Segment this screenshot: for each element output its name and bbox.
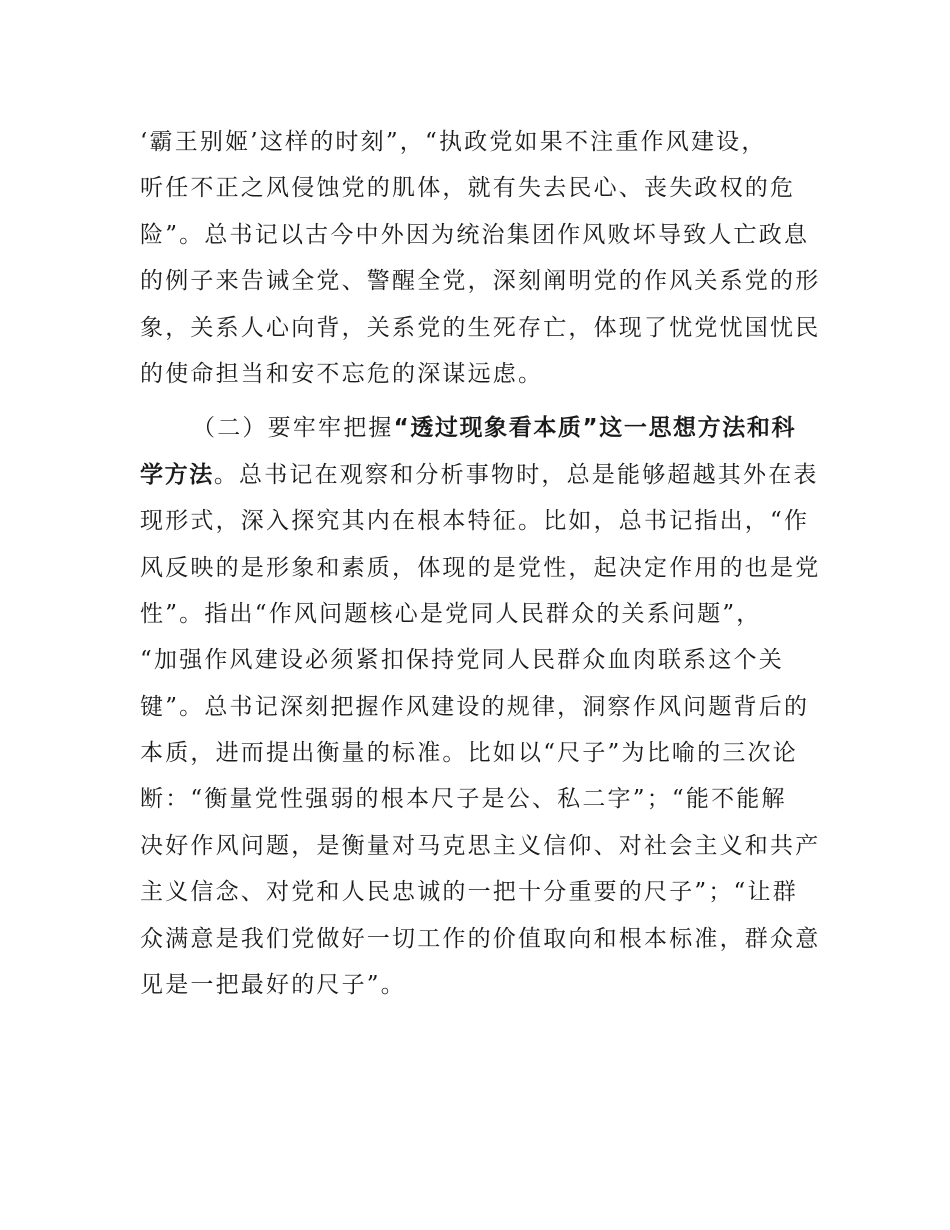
paragraph-2-line-12: 众满意是我们党做好一切工作的价值取向和根本标准，群众意 xyxy=(140,925,821,952)
paragraph-1-line-3: 险”。总书记以古今中外因为统治集团作风败坏导致人亡政息 xyxy=(140,221,810,248)
paragraph-2-line-4: 风反映的是形象和素质，体现的是党性，起决定作用的也是党 xyxy=(140,554,821,581)
paragraph-2-line-9: 断：“衡量党性强弱的根本尺子是公、私二字”；“能不能解 xyxy=(140,786,787,813)
paragraph-1-line-6: 的使命担当和安不忘危的深谋远虑。 xyxy=(140,360,544,387)
paragraph-2-line-3: 现形式，深入探究其内在根本特征。比如，总书记指出，“作 xyxy=(140,508,810,535)
paragraph-2-line-5: 性”。指出“作风问题核心是党同人民群众的关系问题”， xyxy=(140,600,762,627)
paragraph-2-line-6: “加强作风建设必须紧扣保持党同人民群众血肉联系这个关 xyxy=(140,647,784,674)
paragraph-1-line-4: 的例子来告诫全党、警醒全党，深刻阐明党的作风关系党的形 xyxy=(140,268,821,295)
paragraph-1 xyxy=(140,119,821,397)
paragraph-1-line-5: 象，关系人心向背，关系党的生死存亡，体现了忧党忧国忧民 xyxy=(140,314,821,341)
paragraph-2-line-2 xyxy=(140,452,819,498)
paragraph-1-line-2: 听任不正之风侵蚀党的肌体，就有失去民心、丧失政权的危 xyxy=(140,175,796,202)
document-page xyxy=(140,119,821,1008)
paragraph-2 xyxy=(140,405,821,1008)
paragraph-spacer xyxy=(140,397,812,405)
paragraph-2-line-8: 本质，进而提出衡量的标准。比如以“尺子”为比喻的三次论 xyxy=(140,740,798,767)
section-heading-prefix: （二）要牢牢把握 xyxy=(192,415,394,442)
paragraph-2-line-10: 决好作风问题，是衡量对马克思主义信仰、对社会主义和共产 xyxy=(140,832,821,859)
paragraph-2-line-11: 主义信念、对党和人民忠诚的一把十分重要的尺子”；“让群 xyxy=(140,879,798,906)
paragraph-2-line-7: 键”。总书记深刻把握作风建设的规律，洞察作风问题背后的 xyxy=(140,693,810,720)
section-heading-emphasis: “透过现象看本质”这一思想方法和科 xyxy=(393,415,797,442)
paragraph-2-line-2-text: 。总书记在观察和分析事物时，总是能够超越其外在表 xyxy=(213,461,819,488)
paragraph-2-line-13: 见是一把最好的尺子”。 xyxy=(140,972,406,999)
paragraph-2-line-1 xyxy=(140,405,812,451)
section-heading-emphasis-end: 学方法 xyxy=(140,461,214,488)
paragraph-1-line-1: ‘霸王别姬’这样的时刻”，“执政党如果不注重作风建设， xyxy=(140,129,767,155)
